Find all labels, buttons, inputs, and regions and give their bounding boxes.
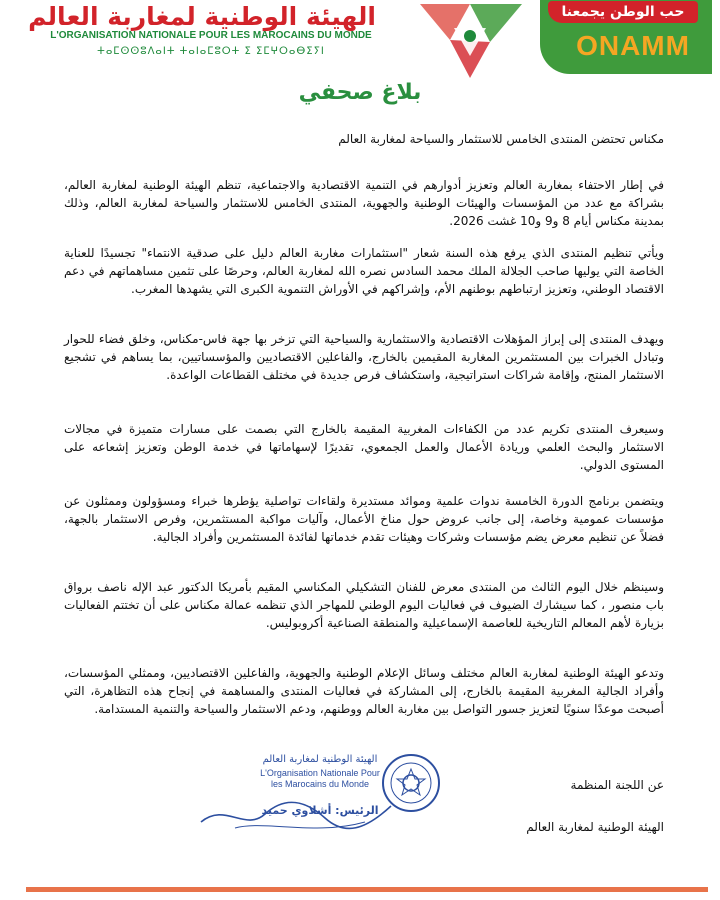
letterhead xyxy=(0,0,720,80)
stamp-org-arabic: الهيئة الوطنية لمغاربة العالم xyxy=(262,754,378,765)
signoff-committee: عن اللجنة المنظمة xyxy=(570,778,664,792)
footer-divider xyxy=(26,887,708,892)
paragraph-2: ويأتي تنظيم المنتدى الذي يرفع هذه السنة شعار "استثمارات مغاربة العالم دليل على صدقية الانتماء" تجسيدًا للعناية الخاصة التي يوليها صاحب الجلالة الملك محمد السادس نصره الله لمغاربة العالم، وحرصًا على تثمين مساهماتهم في دعم الاقتصاد الوطني، وتعزيز ارتباطهم بوطنهم الأم، وإشراكهم في الأوراش التنموية الكبرى التي يشهدها المغرب. xyxy=(64,246,664,296)
org-name-french: L'ORGANISATION NATIONALE POUR LES MAROCAINS DU MONDE xyxy=(50,30,372,41)
org-name-tifinagh: ⵜⴰⵎⵙⵙⵓⴷⴰⵏⵜ ⵜⴰⵏⴰⵎⵓⵔⵜ ⵉ ⵉⵎⵖⵔⴰⴱⵉⵢⵏ xyxy=(97,46,325,57)
onamm-logo-text: ONAMM xyxy=(576,30,690,61)
organization-emblem-icon xyxy=(410,0,530,80)
paragraph-7: وتدعو الهيئة الوطنية لمغاربة العالم مختلف وسائل الإعلام الوطنية والجهوية، والفاعلين الاقتصاديين، وممثلي المؤسسات، وأفراد الجالية المغربية المقيمة بالخارج، إلى المشاركة في فعاليات المنتدى والمساهمة في إنجاح هذه التظاهرة، التي أصبحت موعدًا سنويًا لتعزيز جسور التواصل بين مغاربة العالم ووطنهم، ودعم الاستثمار والسياحة والتنمية المستدامة. xyxy=(64,666,664,716)
paragraph-1: في إطار الاحتفاء بمغاربة العالم وتعزيز أدوارهم في التنمية الاقتصادية والاجتماعية، تنظم الهيئة الوطنية لمغاربة العالم، بشراكة مع عدد من المؤسسات والهيئات الوطنية والجهوية، المنتدى الخامس للاستثمار والسياحة لمغاربة العالم، وذلك بمدينة مكناس أيام 8 و9 و10 غشت 2026. xyxy=(64,178,664,228)
paragraph-6: وسينظم خلال اليوم الثالث من المنتدى معرض للفنان التشكيلي المكناسي المقيم بأمريكا الدكتور عبد الإله ناصف برواق باب منصور ، كما سيشارك الضيوف في فعاليات اليوم الوطني للمهاجر الذي تنظمه عمالة مكناس على أن تختتم الفعاليات بزيارة لأهم المعالم التاريخية للعاصمة الإسماعيلية والمنطقة الصناعية أكروبوليس. xyxy=(64,580,664,630)
document-subject: مكناس تحتضن المنتدى الخامس للاستثمار والسياحة لمغاربة العالم xyxy=(338,132,664,146)
paragraph-5: ويتضمن برنامج الدورة الخامسة ندوات علمية وموائد مستديرة ولقاءات تواصلية يؤطرها خبراء ومسؤولون وممثلون عن مؤسسات عمومية وخاصة، إلى جانب عروض حول مناخ الأعمال، وآليات مواكبة المستثمرين، وفرص الاستثمار بالجهة، فضلاً عن تنظيم معرض يضم مؤسسات وشركات وهيئات تقدم خدماتها لفائدة المستثمرين وأفراد الجالية. xyxy=(64,494,664,544)
signature-stamp xyxy=(195,748,445,843)
signatory-name: الرئيس: أشلاوي حميد xyxy=(261,804,379,817)
slogan-banner: حب الوطن يجمعنا xyxy=(548,1,698,23)
stamp-org-french: L'Organisation Nationale Pour les Marocains du Monde xyxy=(260,768,380,789)
org-name-arabic: الهيئة الوطنية لمغاربة العالم xyxy=(28,2,376,31)
signoff-organization: الهيئة الوطنية لمغاربة العالم xyxy=(526,820,664,834)
paragraph-4: وسيعرف المنتدى تكريم عدد من الكفاءات المغربية المقيمة بالخارج التي بصمت على مسارات متميزة في مجالات الاستثمار والبحث العلمي وريادة الأعمال والعمل الجمعوي، تقديرًا لإسهاماتها في خدمة الوطن وتعزيز إشعاعه على المستوى الدولي. xyxy=(64,422,664,472)
document-title: بلاغ صحفي xyxy=(298,80,422,105)
paragraph-3: ويهدف المنتدى إلى إبراز المؤهلات الاقتصادية والاستثمارية والسياحية التي تزخر بها جهة فاس-مكناس، وخلق فضاء للحوار وتبادل الخبرات بين المستثمرين المغاربة المقيمين بالخارج، والفاعلين الاقتصاديين والمؤسساتيين، بما يساهم في تشجيع الاستثمار المنتج، وإقامة شراكات استراتيجية، واستكشاف فرص جديدة في مختلف القطاعات الواعدة. xyxy=(64,332,664,382)
